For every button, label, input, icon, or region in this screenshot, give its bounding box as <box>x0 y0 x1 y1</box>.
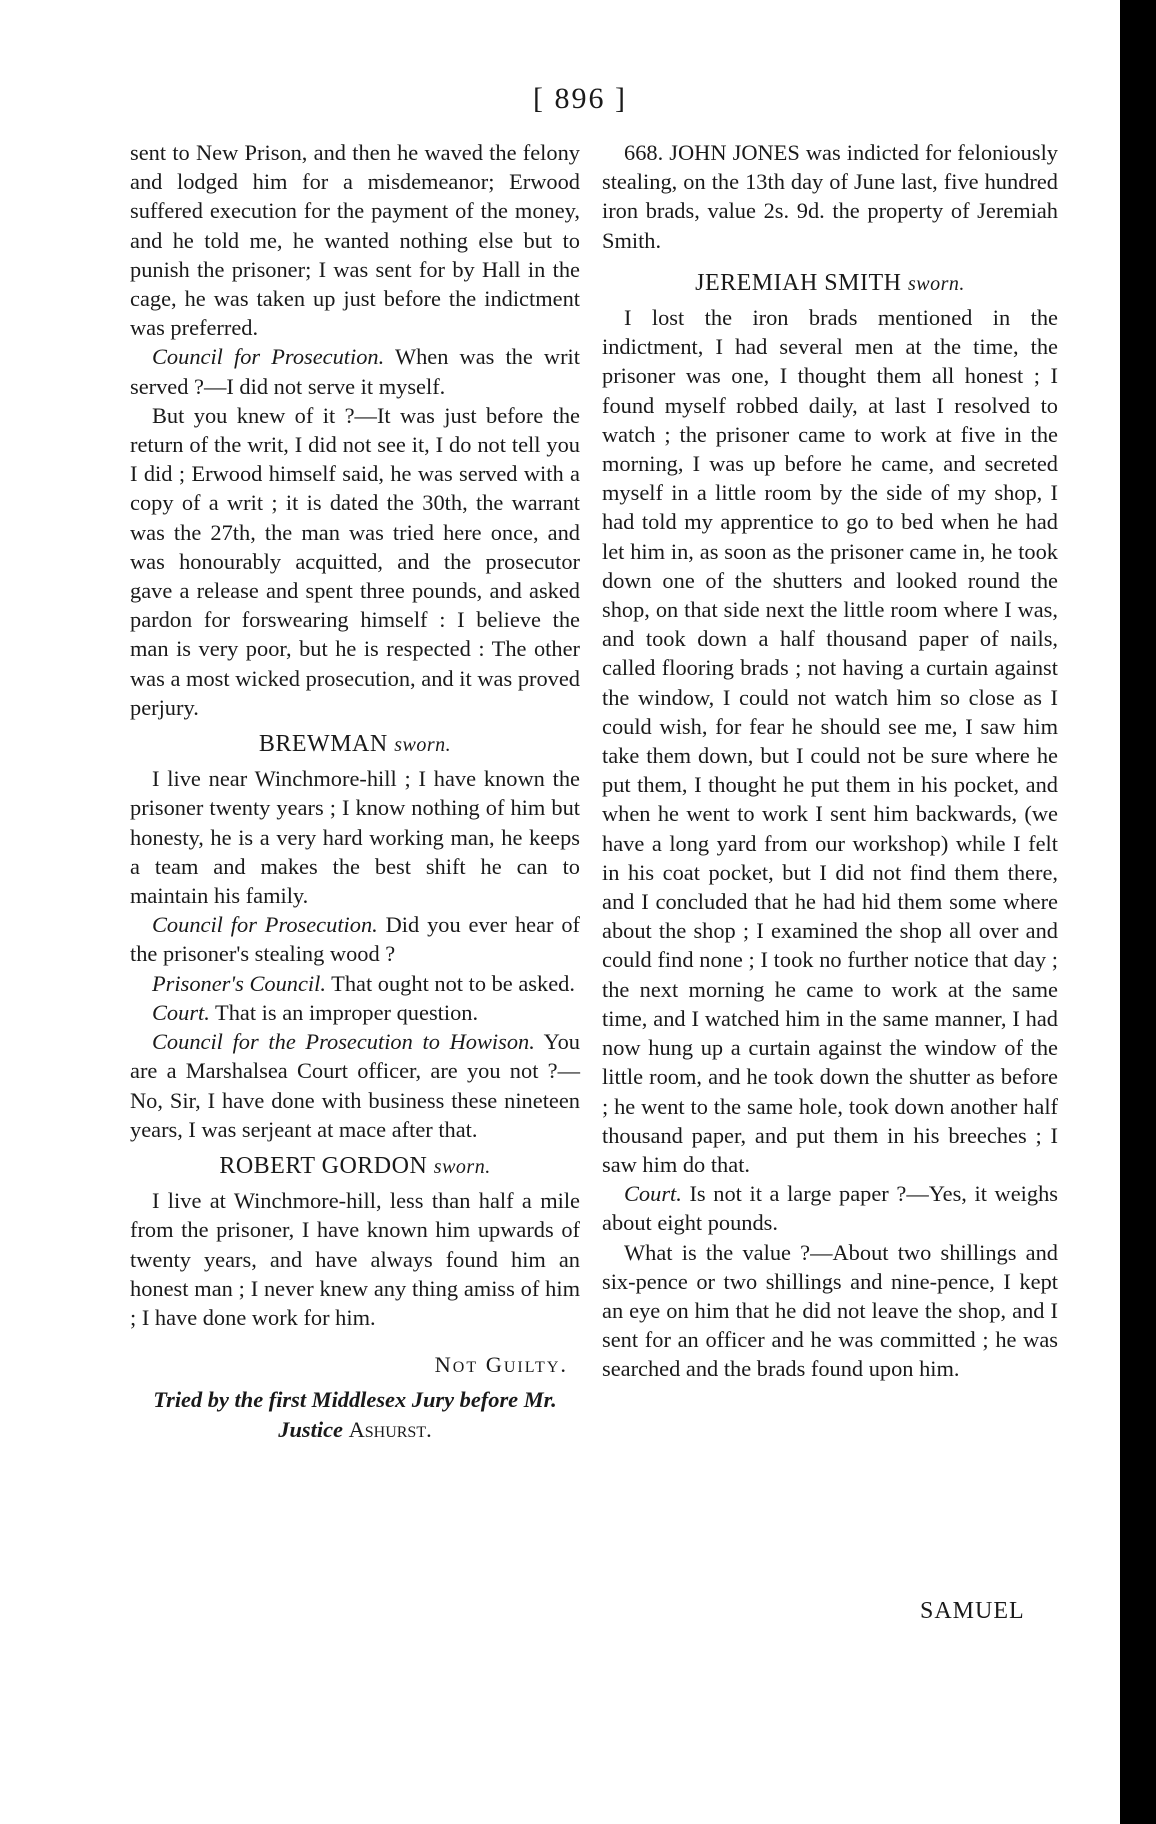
paragraph <box>130 969 580 998</box>
scan-edge-bar <box>1120 0 1156 1824</box>
left-column <box>130 138 580 1444</box>
indictment-paragraph: 668. JOHN JONES was indicted for feloniously stealing, on the 13th day of June last, five hundred iron brads, value 2s. 9d. the property of Jeremiah Smith. <box>602 140 1058 253</box>
page-number: [ 896 ] <box>533 82 627 115</box>
paragraph: I live at Winchmore-hill, less than half a mile from the prisoner, I have known him upwards of twenty years, and have always found him an honest man ; I never knew any thing amiss of him ; I have done work for him. <box>130 1188 580 1330</box>
verdict: Not Guilty. <box>434 1352 568 1378</box>
witness-heading <box>130 730 580 760</box>
catchword: SAMUEL <box>920 1598 1025 1624</box>
sworn-label: sworn. <box>907 272 965 295</box>
paragraph <box>602 1179 1058 1237</box>
speaker-label: Court. <box>152 999 210 1025</box>
witness-name: BREWMAN <box>258 731 388 758</box>
paragraph-text: When was the writ served ?—I did not serve it myself. <box>130 344 580 399</box>
speaker-label: Court. <box>624 1181 682 1207</box>
paragraph-text: Is not it a large paper ?—Yes, it weighs about eight pounds. <box>602 1181 1058 1236</box>
right-column <box>602 138 1058 1384</box>
paragraph-text: Did you ever hear of the prisoner's stealing wood ? <box>130 912 580 967</box>
witness-name: ROBERT GORDON <box>219 1152 428 1179</box>
trial-note <box>130 1385 580 1443</box>
paragraph: What is the value ?—About two shillings and six-pence or two shillings and nine-pence, I kept an eye on him that he did not leave the shop, and I sent for an officer and he was committed ; he was searched and the brads found upon him. <box>602 1239 1058 1382</box>
trial-note-text: Tried by the first Middlesex Jury before Mr. Justice <box>153 1387 557 1442</box>
paragraph-text: You are a Marshalsea Court officer, are you not ?—No, Sir, I have done with business these nineteen years, I was serjeant at mace after that. <box>130 1029 580 1142</box>
spacer <box>602 255 1058 261</box>
witness-name: JEREMIAH SMITH <box>695 269 902 296</box>
paragraph: I lost the iron brads mentioned in the indictment, I had several men at the time, the prisoner was one, I thought them all honest ; I found myself robbed daily, at last I resolved to watch ; the prisoner came to work at five in the morning, I was up before he came, and secreted myself in a little room by the side of my shop, I had told my apprentice to go to bed when he had let him in, as soon as the prisoner came in, he took down one of the shutters and looked round the shop, on that side next the little room where I was, and took down a half thousand paper of nails, called flooring brads ; not having a curtain against the window, I could not watch him so close as I could wish, for fear he should see me, I saw him take them down, but I could not be sure where he put them, I thought he put them in his pocket, and when he went to work I sent him backwards, (we have a long yard from our workshop) while I felt in his coat pocket, but I did not find them there, and I concluded that he had hid them some where about the shop ; I examined the shop all over and could find none ; I took no further notice that day ; the next morning he came to work at the same time, and I watched him in the same manner, I had now hung up a curtain against the window of the little room, and he took down the shutter as before ; he went to the same hole, took down another half thousand paper, and put them in his breeches ; I saw him do that. <box>602 305 1058 1177</box>
sworn-label: sworn. <box>433 1155 491 1178</box>
speaker-label: Council for Prosecution. <box>152 344 385 370</box>
paragraph-text: That ought not to be asked. <box>325 970 575 996</box>
paragraph: I live near Winchmore-hill ; I have known the prisoner twenty years ; I know nothing of him but honesty, he is a very hard working man, he keeps a team and makes the best shift he can to maintain his family. <box>130 766 580 909</box>
speaker-label: Council for Prosecution. <box>152 912 378 938</box>
witness-heading <box>602 269 1058 299</box>
paragraph: sent to New Prison, and then he waved the felony and lodged him for a misdemeanor; Erwood suffered execution for the payment of the money, and he told me, he wanted nothing else but to punish the prisoner; I was sent for by Hall in the cage, he was taken up just before the indictment was preferred. <box>130 140 580 341</box>
paragraph <box>130 1027 580 1144</box>
sworn-label: sworn. <box>394 734 452 757</box>
judge-name: Ashurst. <box>348 1416 432 1442</box>
paragraph <box>130 910 580 968</box>
witness-heading <box>130 1152 580 1182</box>
paragraph <box>130 342 580 400</box>
paragraph-text: That is an improper question. <box>209 999 479 1025</box>
speaker-label: Council for the Prosecution to Howison. <box>152 1029 535 1055</box>
speaker-label: Prisoner's Council. <box>152 970 326 996</box>
paragraph: But you knew of it ?—It was just before the return of the writ, I did not see it, I do not tell you I did ; Erwood himself said, he was served with a copy of a writ ; it is dated the 30th, the warrant was the 27th, the man was tried here once, and was honourably acquitted, and the prosecutor gave a release and spent three pounds, and asked pardon for forswearing himself : I believe the man is very poor, but he is respected : The other was a most wicked prosecution, and it was proved perjury. <box>130 402 580 720</box>
paragraph <box>130 998 580 1027</box>
